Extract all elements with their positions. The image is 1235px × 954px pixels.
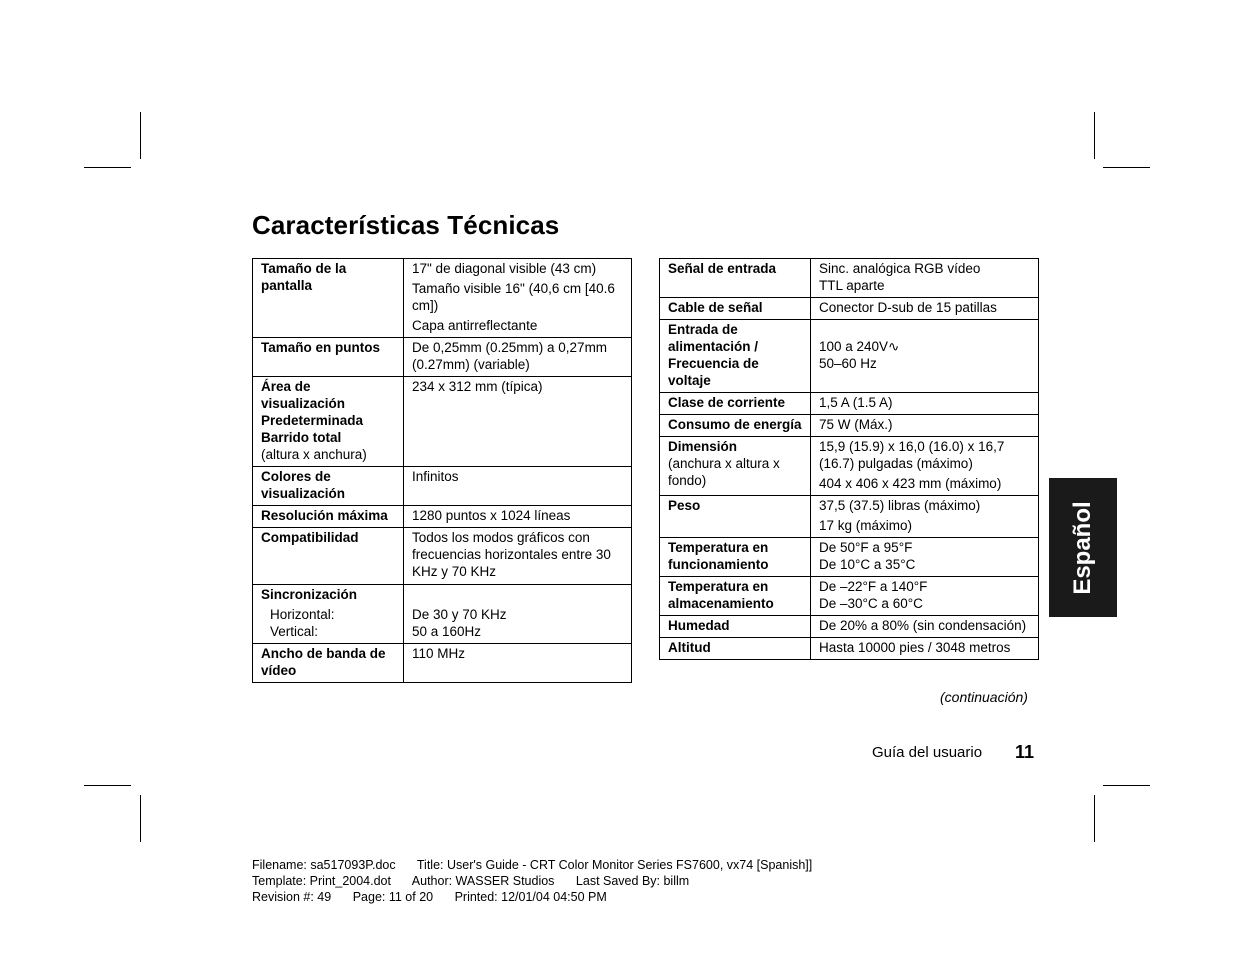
spec-value xyxy=(404,259,632,338)
spec-value xyxy=(811,437,1039,496)
spec-value: Hasta 10000 pies / 3048 metros xyxy=(811,638,1039,660)
spec-value-line: 404 x 406 x 423 mm (máximo) xyxy=(819,476,1002,491)
continuation-note: (continuación) xyxy=(940,689,1028,705)
spec-value xyxy=(811,577,1039,616)
crop-mark xyxy=(1103,167,1150,168)
spec-label: Peso xyxy=(660,496,811,538)
spec-label: Compatibilidad xyxy=(253,528,404,585)
spec-label: Cable de señal xyxy=(660,298,811,320)
spec-value xyxy=(404,585,632,644)
spec-value-line: Sinc. analógica RGB vídeo xyxy=(819,261,981,276)
spec-label: Altitud xyxy=(660,638,811,660)
table-row xyxy=(660,415,1039,437)
spec-value: 1,5 A (1.5 A) xyxy=(811,393,1039,415)
spec-value-line: De 50°F a 95°F xyxy=(819,540,913,555)
spec-value: Infinitos xyxy=(404,467,632,506)
table-row xyxy=(660,298,1039,320)
spec-value xyxy=(811,496,1039,538)
spec-value-line: De 30 y 70 KHz xyxy=(412,607,507,622)
meta-filename: Filename: sa517093P.doc xyxy=(252,858,396,872)
meta-template: Template: Print_2004.dot xyxy=(252,874,391,888)
meta-revision: Revision #: 49 xyxy=(252,890,332,904)
table-row xyxy=(660,616,1039,638)
table-row xyxy=(660,320,1039,393)
crop-mark xyxy=(84,167,131,168)
spec-value-line: 15,9 (15.9) x 16,0 (16.0) x 16,7 (16.7) pulgadas (máximo) xyxy=(819,439,1005,471)
spec-sublabel: Horizontal: xyxy=(270,607,335,622)
crop-mark xyxy=(1103,785,1150,786)
meta-author: Author: WASSER Studios xyxy=(411,874,555,888)
crop-mark xyxy=(140,795,141,842)
table-row xyxy=(253,528,632,585)
spec-label: Humedad xyxy=(660,616,811,638)
spec-label: Entrada de alimentación / Frecuencia de voltaje xyxy=(660,320,811,393)
spec-label: Consumo de energía xyxy=(660,415,811,437)
spec-label xyxy=(253,377,404,467)
spec-value: 75 W (Máx.) xyxy=(811,415,1039,437)
meta-printed: Printed: 12/01/04 04:50 PM xyxy=(454,890,607,904)
spec-label xyxy=(253,585,404,644)
spec-value-line: 17 kg (máximo) xyxy=(819,518,913,533)
spec-value xyxy=(811,320,1039,393)
spec-value: Todos los modos gráficos con frecuencias horizontales entre 30 KHz y 70 KHz xyxy=(404,528,632,585)
meta-saved-by: Last Saved By: billm xyxy=(575,874,690,888)
crop-mark xyxy=(1094,795,1095,842)
language-tab xyxy=(1049,478,1117,617)
table-row xyxy=(253,467,632,506)
table-row xyxy=(253,259,632,338)
table-row xyxy=(660,638,1039,660)
spec-value: De 20% a 80% (sin condensación) xyxy=(811,616,1039,638)
spec-value-line: 50 a 160Hz xyxy=(412,624,482,639)
table-row xyxy=(660,393,1039,415)
meta-page: Page: 11 of 20 xyxy=(352,890,434,904)
spec-value-line: De 10°C a 35°C xyxy=(819,557,916,572)
crop-mark xyxy=(1094,112,1095,159)
table-row xyxy=(660,577,1039,616)
spec-value-line: De –30°C a 60°C xyxy=(819,596,923,611)
spec-value-line: 50–60 Hz xyxy=(819,356,877,371)
spec-value-line: 100 a 240V∿ xyxy=(819,339,900,354)
spec-sublabel: (altura x anchura) xyxy=(261,447,367,462)
footer-guide-label: Guía del usuario xyxy=(872,744,983,761)
spec-value: 234 x 312 mm (típica) xyxy=(404,377,632,467)
spec-value-line: 17" de diagonal visible (43 cm) xyxy=(412,261,597,276)
spec-value-line: 37,5 (37.5) libras (máximo) xyxy=(819,498,981,513)
spec-value: Conector D-sub de 15 patillas xyxy=(811,298,1039,320)
crop-mark xyxy=(140,112,141,159)
page-number: 11 xyxy=(1015,742,1035,762)
document-metadata xyxy=(252,857,830,905)
table-row xyxy=(660,538,1039,577)
spec-label-text: Área de visualización Predeterminada Barrido total xyxy=(261,379,364,445)
spec-label: Tamaño de la pantalla xyxy=(253,259,404,338)
spec-label: Temperatura en almacenamiento xyxy=(660,577,811,616)
spec-value-line: TTL aparte xyxy=(819,278,885,293)
spec-value: De 0,25mm (0.25mm) a 0,27mm (0.27mm) (variable) xyxy=(404,338,632,377)
spec-value-line: Capa antirreflectante xyxy=(412,318,538,333)
spec-table-left xyxy=(252,258,632,683)
meta-title: Title: User's Guide - CRT Color Monitor Series FS7600, vx74 [Spanish]] xyxy=(416,858,813,872)
spec-sublabel: Vertical: xyxy=(270,624,319,639)
spec-label: Temperatura en funcionamiento xyxy=(660,538,811,577)
crop-mark xyxy=(84,785,131,786)
spec-value: 110 MHz xyxy=(404,644,632,683)
spec-label: Ancho de banda de vídeo xyxy=(253,644,404,683)
spec-label-text: Dimensión xyxy=(668,439,738,454)
spec-value: 1280 puntos x 1024 líneas xyxy=(404,506,632,528)
table-row xyxy=(660,437,1039,496)
table-row xyxy=(660,496,1039,538)
spec-sublabel: (anchura x altura x fondo) xyxy=(668,456,780,488)
table-row xyxy=(253,338,632,377)
language-tab-label: Español xyxy=(1069,500,1096,595)
spec-value-line: De –22°F a 140°F xyxy=(819,579,928,594)
page-title: Características Técnicas xyxy=(252,210,560,240)
spec-label: Colores de visualización xyxy=(253,467,404,506)
spec-label: Resolución máxima xyxy=(253,506,404,528)
table-row xyxy=(253,585,632,644)
table-row xyxy=(253,506,632,528)
spec-table-right xyxy=(659,258,1039,660)
spec-label: Clase de corriente xyxy=(660,393,811,415)
spec-value xyxy=(811,538,1039,577)
spec-label xyxy=(660,437,811,496)
spec-value xyxy=(811,259,1039,298)
spec-label: Señal de entrada xyxy=(660,259,811,298)
spec-value-line: Tamaño visible 16" (40,6 cm [40.6 cm]) xyxy=(412,281,615,313)
table-row xyxy=(660,259,1039,298)
table-row xyxy=(253,644,632,683)
spec-label: Tamaño en puntos xyxy=(253,338,404,377)
table-row xyxy=(253,377,632,467)
spec-label-text: Sincronización xyxy=(261,587,358,602)
